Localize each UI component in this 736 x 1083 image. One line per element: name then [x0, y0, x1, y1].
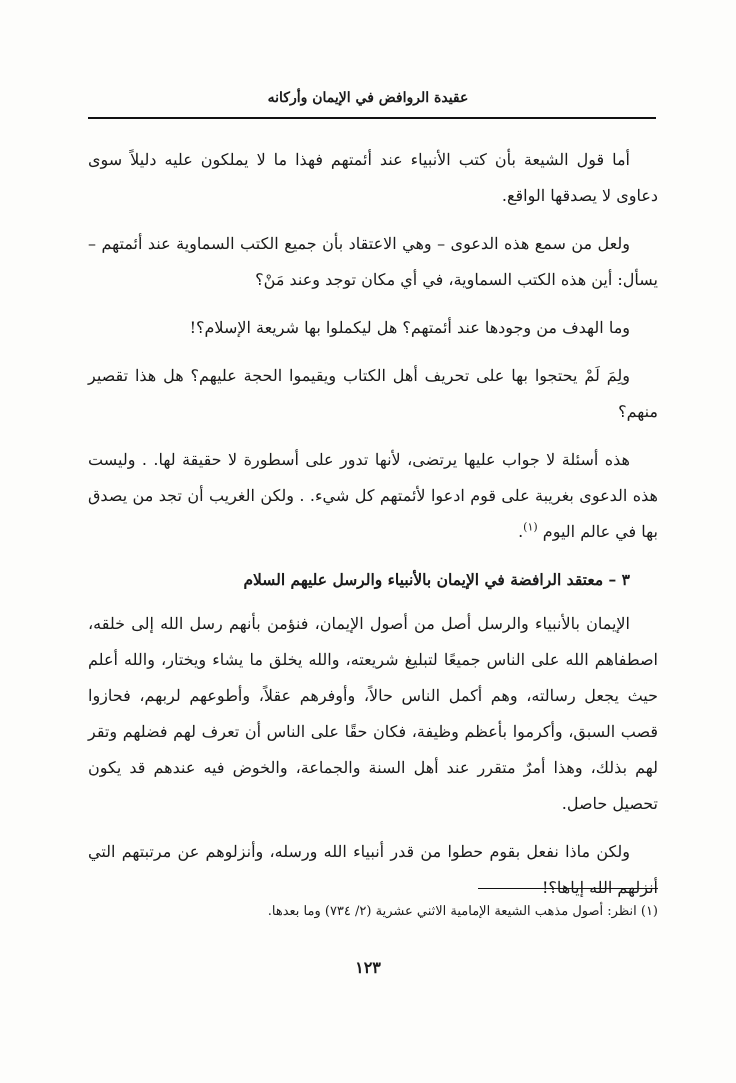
running-header — [88, 86, 648, 116]
paragraph-1: أما قول الشيعة بأن كتب الأنبياء عند أئمتهم فهذا ما لا يملكون عليه دليلاً سوى دعاوى لا يصدقها الواقع. — [88, 150, 658, 205]
footnote-divider — [478, 888, 658, 889]
running-header-title: عقيدة الروافض في الإيمان وأركانه — [267, 90, 469, 106]
section-heading: ٣ – معتقد الرافضة في الإيمان بالأنبياء والرسل عليهم السلام — [243, 570, 630, 589]
paragraph-4: ولِمَ لَمْ يحتجوا بها على تحريف أهل الكتاب ويقيموا الحجة عليهم؟ هل هذا تقصير منهم؟ — [88, 366, 658, 421]
body-text — [88, 142, 658, 918]
paragraph-3: وما الهدف من وجودها عند أئمتهم؟ هل ليكملوا بها شريعة الإسلام؟! — [189, 318, 630, 337]
page-number: ١٢٣ — [355, 958, 381, 977]
footnote-reference[interactable]: (١) — [523, 520, 538, 534]
paragraph-6: الإيمان بالأنبياء والرسل أصل من أصول الإيمان، فنؤمن بأنهم رسل الله إلى خلقه، اصطفاهم الله على الناس جميعًا لتبليغ شريعته، والله يخلق ما يشاء ويختار، والله أعلم حيث يجعل رسالته، وهم أكمل الناس حالاً، وأوفرهم عقلاً، وأطوعهم لربهم، فحازوا قصب السبق، وأكرموا بأعظم وظيفة، فكان حقًا على الناس أن تعرف لهم فضلهم وتقر لهم بذلك، وهذا أمرٌ متقرر عند أهل السنة والجماعة، والخوض فيه عندهم قد يكون تحصيل حاصل. — [88, 614, 659, 813]
paragraph-5-end: . — [518, 522, 524, 541]
paragraph-7: ولكن ماذا نفعل بقوم حطوا من قدر أنبياء الله ورسله، وأنزلوهم عن مرتبتهم التي أنزلهم الله إياها؟! — [88, 842, 658, 897]
paragraph-2: ولعل من سمع هذه الدعوى – وهي الاعتقاد بأن جميع الكتب السماوية عند أئمتهم – يسأل: أين هذه الكتب السماوية، في أي مكان توجد وعند مَنْ؟ — [88, 234, 658, 289]
header-divider — [88, 117, 656, 119]
paragraph-5-text: هذه أسئلة لا جواب عليها يرتضى، لأنها تدور على أسطورة لا حقيقة لها. . وليست هذه الدعوى بغريبة على قوم ادعوا لأئمتهم كل شيء. . ولكن الغريب أن تجد من يصدق بها في عالم اليوم — [88, 450, 658, 541]
footnote: (١) انظر: أصول مذهب الشيعة الإمامية الاثني عشرية (٢/ ٧٣٤) وما بعدها. — [267, 904, 658, 919]
paragraph-5 — [88, 442, 658, 550]
